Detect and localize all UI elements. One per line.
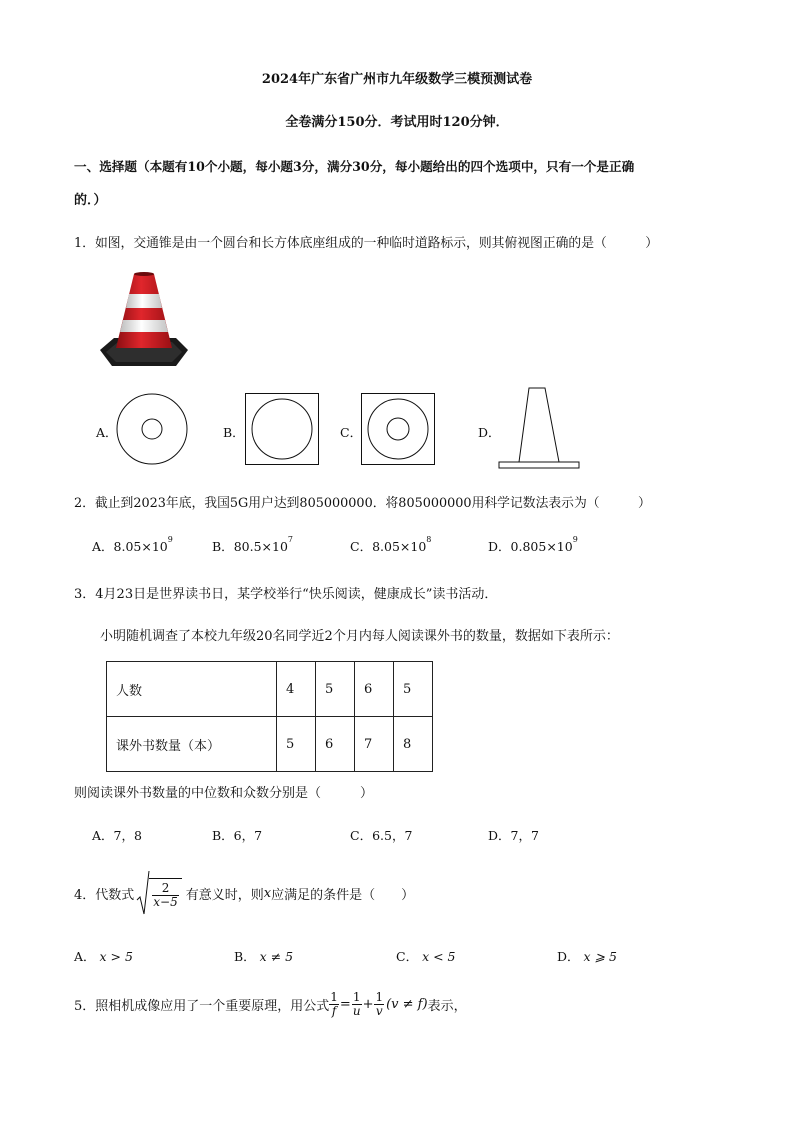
table-cell: 8 <box>394 717 433 772</box>
fraction-1-over-v: $\frac{1}{v}$ <box>375 989 384 1018</box>
q4-option-b: B． x ≠ 5 <box>234 949 294 964</box>
q3-option-b: B．6，7 <box>212 828 263 843</box>
sqrt-radicand: $\frac{2}{x-5}$ <box>149 878 181 909</box>
fraction-1-over-f: $\frac{1}{f}$ <box>330 989 338 1018</box>
option-d-figure <box>497 386 581 470</box>
question-1-text: 1．如图，交通锥是由一个圆台和长方体底座组成的一种临时道路标示，则其俯视图正确的是（ ） <box>74 236 659 251</box>
question-3-line2: 小明随机调查了本校九年级20名同学近2个月内每人阅读课外书的数量，数据如下表所示： <box>100 629 619 644</box>
q2-option-d: D．$0.805\times 10^9$ <box>488 535 578 554</box>
option-b-figure <box>245 393 319 465</box>
q4-option-c: C． x < 5 <box>396 949 456 964</box>
table-cell: 5 <box>316 662 355 717</box>
q2-option-c: C．$8.05\times 10^8$ <box>350 535 432 554</box>
table-cell: 6 <box>316 717 355 772</box>
traffic-cone-image <box>96 270 192 372</box>
option-d-label: D． <box>478 425 501 440</box>
page-subtitle: 全卷满分150分．考试用时120分钟． <box>285 115 509 130</box>
table-cell: 人数 <box>107 662 277 717</box>
table-cell: 7 <box>355 717 394 772</box>
section-heading-cont: 的．） <box>74 193 107 208</box>
question-5: 5．照相机成像应用了一个重要原理，用公式 $\frac{1}{f}$ = $\frac{1}{u}$ + $\frac{1}{v}$ (v ≠ f) 表示， <box>74 989 467 1018</box>
table-row <box>107 662 433 717</box>
option-b-label: B． <box>223 425 245 440</box>
q3-option-a: A．7，8 <box>92 828 142 843</box>
table-cell: 课外书数量（本） <box>107 717 277 772</box>
option-c-label: C． <box>340 425 363 440</box>
q3-option-d: D．7，7 <box>488 828 539 843</box>
option-a-label: A． <box>96 425 118 440</box>
q4-option-a: A． x > 5 <box>74 949 133 964</box>
table-cell: 4 <box>277 662 316 717</box>
option-a-figure <box>116 393 188 465</box>
q2-option-a: A．$8.05\times 10^9$ <box>92 535 173 554</box>
fraction-1-over-u: $\frac{1}{u}$ <box>352 989 361 1018</box>
q3-option-c: C．6.5，7 <box>350 828 413 843</box>
q4-option-d: D． x ⩾ 5 <box>557 949 617 964</box>
table-row <box>107 717 433 772</box>
page-title: 2024年广东省广州市九年级数学三模预测试卷 <box>261 72 533 87</box>
question-4: 4．代数式 $\frac{2}{x-5}$ 有意义时，则 x 应满足的条件是（ ） <box>74 868 414 918</box>
question-3-prompt: 则阅读课外书数量的中位数和众数分别是（ ） <box>74 786 374 801</box>
option-c-figure <box>361 393 435 465</box>
section-heading: 一、选择题（本题有10个小题，每小题3分，满分30分，每小题给出的四个选项中，只有一个是正确 <box>74 159 635 174</box>
table-cell: 5 <box>277 717 316 772</box>
sqrt-sign <box>136 870 150 916</box>
table-cell: 5 <box>394 662 433 717</box>
question-2-text: 2．截止到2023年底，我国5G用户达到805000000．将805000000用科学记数法表示为（ ） <box>74 496 651 511</box>
question-3-line1: 3．4月23日是世界读书日，某学校举行“快乐阅读，健康成长”读书活动． <box>74 587 498 602</box>
q2-option-b: B．$80.5\times 10^7$ <box>212 535 293 554</box>
table-cell: 6 <box>355 662 394 717</box>
data-table <box>106 661 433 772</box>
